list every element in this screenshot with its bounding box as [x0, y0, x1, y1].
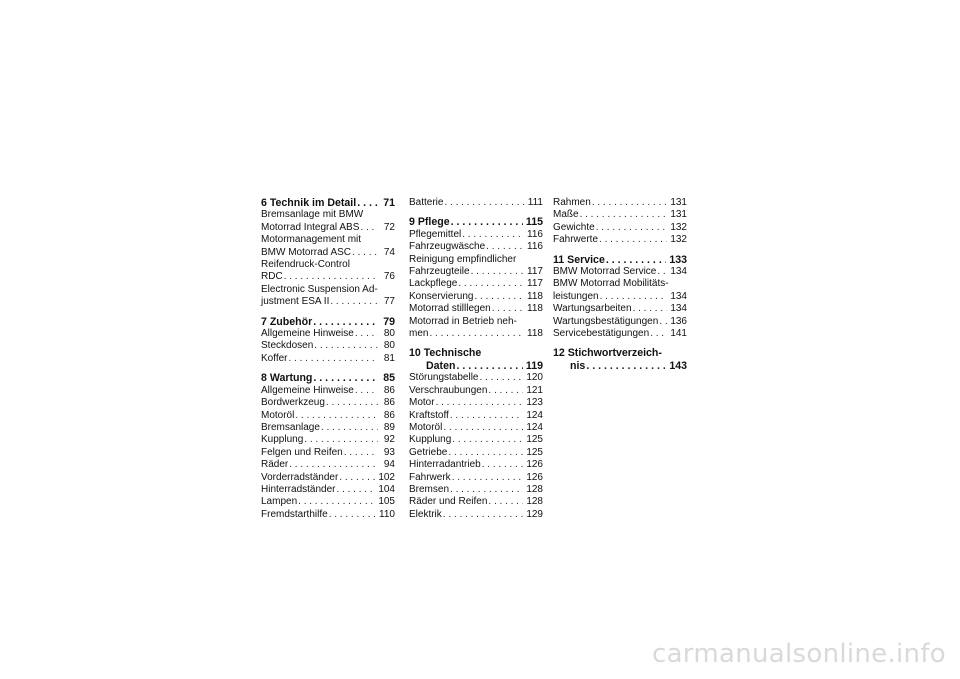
- toc-entry[interactable]: [409, 197, 543, 209]
- toc-entry-row: [261, 496, 395, 508]
- toc-entry-row: [409, 291, 543, 303]
- toc-entry-title: Verschraubungen: [409, 384, 488, 396]
- toc-entry-title: Felgen und Reifen: [261, 446, 343, 458]
- toc-entry-title: Bremsen: [409, 483, 450, 495]
- dot-leader: [474, 291, 524, 303]
- dot-leader: [357, 197, 378, 209]
- toc-entry-row: [409, 229, 543, 241]
- toc-entry-row: [409, 328, 543, 340]
- dot-leader: [344, 447, 378, 459]
- dot-leader: [330, 296, 378, 308]
- toc-entry-row: [409, 303, 543, 315]
- toc-page-number: 104: [378, 483, 395, 495]
- dot-leader: [482, 459, 524, 471]
- dot-leader: [313, 372, 378, 384]
- toc-entry-title: Daten: [426, 359, 456, 372]
- toc-entry-line: Motormanagement mit: [261, 234, 362, 246]
- dot-leader: [289, 353, 379, 365]
- toc-entry-title: justment ESA II: [261, 296, 330, 308]
- dot-leader: [448, 447, 523, 459]
- toc-entry-row: [261, 197, 395, 209]
- toc-entry-title: Batterie: [409, 197, 444, 208]
- toc-page-number: 143: [669, 359, 687, 372]
- toc-entry[interactable]: [261, 284, 395, 309]
- toc-entry-line: Reifendruck-Control: [261, 259, 350, 271]
- toc-chapter-heading[interactable]: [553, 347, 687, 372]
- toc-entry-title: BMW Motorrad ASC: [261, 246, 352, 258]
- toc-entry-row: [553, 360, 687, 372]
- toc-entry-title: 6 Technik im Detail: [261, 197, 357, 209]
- toc-page-number: 81: [383, 352, 395, 364]
- toc-entry-row: [261, 410, 395, 422]
- dot-leader: [600, 291, 668, 303]
- toc-page-number: 123: [526, 397, 543, 409]
- dot-leader: [321, 422, 378, 434]
- toc-page-number: 134: [670, 266, 687, 278]
- toc-entry-line: Bremsanlage mit BMW: [261, 209, 364, 221]
- toc-entry-row: [409, 372, 543, 384]
- toc-entry[interactable]: [409, 472, 543, 484]
- toc-column-2: [409, 197, 543, 521]
- toc-page-number: 129: [526, 508, 543, 520]
- toc-chapter-heading[interactable]: [409, 216, 543, 228]
- toc-entry-title: Fremdstarthilfe: [261, 508, 328, 520]
- dot-leader: [298, 496, 375, 508]
- toc-page-number: 119: [525, 359, 543, 372]
- toc-entry-row: [409, 216, 543, 228]
- toc-entry-row: [261, 484, 395, 496]
- toc-entry-title: Störungstabelle: [409, 372, 479, 384]
- toc-entry-title: Fahrwerk: [409, 471, 451, 483]
- toc-entry-title: Räder: [261, 459, 289, 471]
- toc-page-number: 77: [383, 296, 395, 308]
- dot-leader: [355, 385, 378, 397]
- toc-entry-title: Gewichte: [553, 221, 595, 233]
- toc-page-number: 131: [670, 197, 687, 208]
- dot-leader: [458, 278, 524, 290]
- toc-entry-row: [261, 447, 395, 459]
- toc-entry[interactable]: [261, 484, 395, 496]
- toc-entry[interactable]: [409, 303, 543, 315]
- toc-entry-title: Kupplung: [261, 434, 304, 446]
- toc-page-number: 126: [526, 459, 543, 471]
- toc-entry-row: [261, 316, 395, 328]
- toc-entry[interactable]: [409, 496, 543, 508]
- dot-leader: [596, 222, 668, 234]
- toc-entry-title: Maße: [553, 209, 579, 221]
- dot-leader: [352, 247, 378, 259]
- toc-entry-row: [261, 459, 395, 471]
- toc-entry-row: [261, 385, 395, 397]
- toc-entry-title: Motoröl: [261, 409, 295, 421]
- toc-entry-title: RDC: [261, 271, 283, 283]
- toc-page-number: 125: [526, 446, 543, 458]
- toc-page-number: 89: [383, 421, 395, 433]
- toc-page-number: 72: [383, 221, 395, 233]
- toc-page-number: 128: [526, 483, 543, 495]
- toc-entry-title: Lackpflege: [409, 278, 458, 290]
- toc-chapter-heading[interactable]: [553, 254, 687, 266]
- dot-leader: [456, 360, 522, 372]
- toc-entry-row: [409, 278, 543, 290]
- dot-leader: [304, 434, 378, 446]
- toc-entry-row: [409, 509, 543, 521]
- toc-entry[interactable]: [409, 509, 543, 521]
- toc-entry-row: [261, 353, 395, 365]
- toc-entry-line: 12 Stichwortverzeich-: [553, 347, 662, 360]
- toc-entry[interactable]: [261, 353, 395, 365]
- toc-entry-row: [553, 209, 687, 221]
- toc-entry-title: Motorrad Integral ABS: [261, 221, 360, 233]
- toc-page-number: 92: [383, 434, 395, 446]
- dot-leader: [444, 197, 524, 209]
- toc-entry-title: Motorrad stilllegen: [409, 303, 491, 315]
- toc-entry-title: men: [409, 328, 429, 340]
- toc-entry-row: [409, 410, 543, 422]
- toc-page-number: 76: [383, 271, 395, 283]
- toc-entry-row: [261, 328, 395, 340]
- toc-page-number: 105: [378, 496, 395, 508]
- toc-entry[interactable]: [261, 397, 395, 409]
- toc-entry[interactable]: [409, 422, 543, 434]
- toc-page-number: 86: [383, 409, 395, 421]
- toc-entry-row: [261, 397, 395, 409]
- toc-page-number: 86: [383, 397, 395, 409]
- dot-leader: [339, 472, 375, 484]
- toc-entry-title: Motor: [409, 397, 435, 409]
- toc-entry-row: [409, 422, 543, 434]
- toc-entry-row: [553, 328, 687, 340]
- toc-entry-row: [409, 434, 543, 446]
- toc-column-1: [261, 197, 395, 521]
- toc-page-number: 120: [526, 372, 543, 384]
- toc-entry-row: [409, 266, 543, 278]
- toc-page-number: 136: [670, 315, 687, 327]
- dot-leader: [492, 303, 524, 315]
- toc-entry[interactable]: [261, 447, 395, 459]
- watermark: carmanualsonline.info: [651, 639, 946, 669]
- toc-page-number: 133: [669, 253, 687, 266]
- toc-entry-title: Bordwerkzeug: [261, 397, 325, 409]
- toc-entry-title: Allgemeine Hinweise: [261, 328, 354, 340]
- toc-entry-row: [553, 254, 687, 266]
- toc-entry[interactable]: [261, 496, 395, 508]
- toc-entry-row: [261, 422, 395, 434]
- dot-leader: [480, 372, 524, 384]
- toc-entry[interactable]: [261, 434, 395, 446]
- toc-entry-title: Wartungsarbeiten: [553, 303, 632, 315]
- toc-entry-title: 7 Zubehör: [261, 315, 313, 328]
- dot-leader: [314, 340, 378, 352]
- toc-page-number: 85: [383, 372, 395, 385]
- toc-entry-row: [553, 197, 687, 209]
- dot-leader: [443, 422, 523, 434]
- toc-page-number: 94: [383, 459, 395, 471]
- dot-leader: [486, 241, 524, 253]
- toc-page-number: 116: [527, 241, 543, 253]
- toc-entry-title: 8 Wartung: [261, 372, 313, 385]
- toc-entry-row: [261, 434, 395, 446]
- dot-leader: [329, 509, 376, 521]
- toc-entry[interactable]: [553, 303, 687, 315]
- toc-entry[interactable]: [261, 472, 395, 484]
- toc-entry[interactable]: [261, 209, 395, 234]
- toc-entry-title: Fahrzeugteile: [409, 266, 470, 278]
- toc-page-number: 126: [526, 471, 543, 483]
- toc-entry[interactable]: [553, 278, 687, 303]
- dot-leader: [313, 316, 378, 328]
- toc-entry-title: Pflegemittel: [409, 228, 462, 240]
- toc-entry-row: [409, 484, 543, 496]
- toc-page-number: 124: [526, 421, 543, 433]
- toc-entry[interactable]: [409, 241, 543, 253]
- toc-entry[interactable]: [409, 447, 543, 459]
- toc-entry-line: Electronic Suspension Ad-: [261, 283, 378, 295]
- toc-page-number: 115: [525, 216, 543, 229]
- toc-entry[interactable]: [409, 385, 543, 397]
- toc-entry-title: leistungen: [553, 290, 599, 302]
- toc-entry-title: Bremsanlage: [261, 421, 320, 433]
- dot-leader: [606, 254, 666, 266]
- toc-entry-title: Rahmen: [553, 197, 591, 208]
- toc-entry-title: Hinterradständer: [261, 483, 336, 495]
- toc-page-number: 80: [383, 328, 395, 340]
- toc-entry[interactable]: [409, 410, 543, 422]
- toc-page-number: 134: [670, 290, 687, 302]
- toc-page-number: 71: [383, 197, 395, 209]
- dot-leader: [450, 410, 523, 422]
- toc-entry[interactable]: [261, 340, 395, 352]
- toc-entry[interactable]: [409, 316, 543, 341]
- toc-entry-line: BMW Motorrad Mobilitäts-: [553, 278, 669, 290]
- toc-entry-title: Fahrwerte: [553, 234, 599, 246]
- toc-entry-row: [261, 296, 395, 308]
- toc-entry[interactable]: [409, 291, 543, 303]
- toc-page-number: 111: [527, 197, 543, 208]
- toc-page-number: 110: [379, 508, 395, 520]
- toc-page-number: 116: [527, 228, 543, 240]
- toc-entry-row: [409, 459, 543, 471]
- toc-entry-title: Koffer: [261, 352, 288, 364]
- dot-leader: [586, 360, 666, 372]
- toc-entry-title: Lampen: [261, 496, 298, 508]
- toc-page-number: 141: [670, 328, 687, 340]
- toc-entry[interactable]: [409, 229, 543, 241]
- toc-entry-line: Reinigung empfindlicher: [409, 253, 517, 265]
- dot-leader: [452, 434, 523, 446]
- toc-entry-title: Steckdosen: [261, 340, 314, 352]
- dot-leader: [451, 216, 523, 228]
- toc-entry-title: Fahrzeugwäsche: [409, 241, 486, 253]
- dot-leader: [360, 222, 378, 234]
- toc-page-number: 79: [383, 315, 395, 328]
- dot-leader: [326, 397, 378, 409]
- toc-entry-row: [553, 303, 687, 315]
- toc-entry-title: Vorderradständer: [261, 471, 339, 483]
- toc-page-number: 86: [383, 384, 395, 396]
- toc-entry-title: Motoröl: [409, 421, 443, 433]
- toc-page-number: 118: [527, 303, 543, 315]
- toc-entry[interactable]: [553, 197, 687, 209]
- toc-entry[interactable]: [409, 397, 543, 409]
- toc-entry[interactable]: [261, 459, 395, 471]
- toc-entry-row: [409, 385, 543, 397]
- toc-entry-row: [261, 247, 395, 259]
- toc-page-number: 124: [526, 409, 543, 421]
- toc-entry[interactable]: [409, 484, 543, 496]
- toc-entry-title: Kupplung: [409, 434, 452, 446]
- toc-entry-title: Räder und Reifen: [409, 496, 488, 508]
- dot-leader: [471, 266, 524, 278]
- toc-entry-row: [409, 447, 543, 459]
- toc-page-number: 128: [526, 496, 543, 508]
- toc-chapter-heading[interactable]: [409, 347, 543, 372]
- toc-page-number: 118: [527, 328, 543, 340]
- toc-entry[interactable]: [409, 434, 543, 446]
- toc-page-number: 125: [526, 434, 543, 446]
- toc-page-number: 132: [670, 221, 687, 233]
- toc-entry-row: [261, 222, 395, 234]
- dot-leader: [659, 316, 667, 328]
- toc-entry[interactable]: [553, 222, 687, 234]
- toc-entry[interactable]: [261, 385, 395, 397]
- dot-leader: [462, 229, 524, 241]
- toc-entry[interactable]: [409, 278, 543, 290]
- toc-entry-row: [553, 316, 687, 328]
- dot-leader: [633, 303, 668, 315]
- dot-leader: [443, 509, 524, 521]
- toc-entry-row: [553, 234, 687, 246]
- toc-entry-row: [261, 509, 395, 521]
- toc-page-number: 74: [383, 246, 395, 258]
- toc-entry-row: [261, 271, 395, 283]
- toc-entry-title: Allgemeine Hinweise: [261, 384, 354, 396]
- toc-entry[interactable]: [409, 372, 543, 384]
- toc-entry-row: [409, 397, 543, 409]
- toc-column-3: [553, 197, 687, 372]
- toc-entry-row: [409, 360, 543, 372]
- toc-page-number: 93: [383, 446, 395, 458]
- toc-entry-row: [409, 241, 543, 253]
- toc-entry[interactable]: [553, 316, 687, 328]
- toc-entry-title: 9 Pflege: [409, 216, 450, 229]
- dot-leader: [488, 385, 523, 397]
- toc-entry[interactable]: [261, 259, 395, 284]
- toc-entry[interactable]: [553, 328, 687, 340]
- toc-page-number: 80: [383, 340, 395, 352]
- toc-entry-row: [409, 197, 543, 209]
- toc-page-number: 131: [670, 209, 687, 221]
- toc-chapter-heading[interactable]: [261, 372, 395, 384]
- toc-entry[interactable]: [261, 410, 395, 422]
- toc-entry-row: [409, 496, 543, 508]
- toc-entry[interactable]: [553, 234, 687, 246]
- toc-entry-row: [261, 340, 395, 352]
- dot-leader: [336, 484, 375, 496]
- toc-entry-title: Hinterradantrieb: [409, 459, 481, 471]
- toc-entry-title: Kraftstoff: [409, 409, 449, 421]
- dot-leader: [488, 496, 523, 508]
- dot-leader: [295, 410, 378, 422]
- toc-entry[interactable]: [261, 234, 395, 259]
- toc-chapter-heading[interactable]: [261, 316, 395, 328]
- dot-leader: [289, 459, 378, 471]
- toc-entry[interactable]: [261, 328, 395, 340]
- dot-leader: [592, 197, 668, 209]
- toc-page-number: 117: [527, 278, 543, 290]
- toc-entry-title: Servicebestätigungen: [553, 328, 650, 340]
- dot-leader: [657, 266, 667, 278]
- dot-leader: [436, 397, 524, 409]
- toc-entry-row: [261, 372, 395, 384]
- toc-page-number: 118: [527, 290, 543, 302]
- dot-leader: [284, 271, 378, 283]
- toc-entry-title: 11 Service: [553, 253, 605, 266]
- toc-entry[interactable]: [409, 459, 543, 471]
- toc-entry-title: Konservierung: [409, 290, 474, 302]
- toc-page-number: 121: [526, 384, 543, 396]
- toc-entry-line: 10 Technische: [409, 347, 482, 360]
- dot-leader: [599, 234, 667, 246]
- toc-entry[interactable]: [553, 266, 687, 278]
- toc-entry-row: [553, 266, 687, 278]
- toc-page-number: 132: [670, 234, 687, 246]
- toc-page-number: 102: [378, 471, 395, 483]
- dot-leader: [429, 328, 524, 340]
- toc-entry-row: [553, 291, 687, 303]
- toc-entry-row: [553, 222, 687, 234]
- dot-leader: [580, 209, 668, 221]
- toc-entry-title: nis: [570, 359, 586, 372]
- dot-leader: [355, 328, 378, 340]
- dot-leader: [450, 484, 523, 496]
- toc-entry-row: [409, 472, 543, 484]
- toc-entry-title: Wartungsbestätigungen: [553, 315, 659, 327]
- toc-entry-title: Elektrik: [409, 508, 442, 520]
- dot-leader: [650, 328, 667, 340]
- toc-entry-line: Motorrad in Betrieb neh-: [409, 315, 517, 327]
- toc-entry[interactable]: [553, 209, 687, 221]
- toc-entry-title: BMW Motorrad Service: [553, 266, 657, 278]
- toc-entry-title: Getriebe: [409, 446, 448, 458]
- toc-chapter-heading[interactable]: [261, 197, 395, 209]
- toc-page-number: 134: [670, 303, 687, 315]
- toc-entry[interactable]: [261, 422, 395, 434]
- toc-entry-row: [261, 472, 395, 484]
- toc-entry[interactable]: [409, 254, 543, 279]
- toc-entry[interactable]: [261, 509, 395, 521]
- dot-leader: [452, 472, 524, 484]
- toc-page-number: 117: [527, 266, 543, 278]
